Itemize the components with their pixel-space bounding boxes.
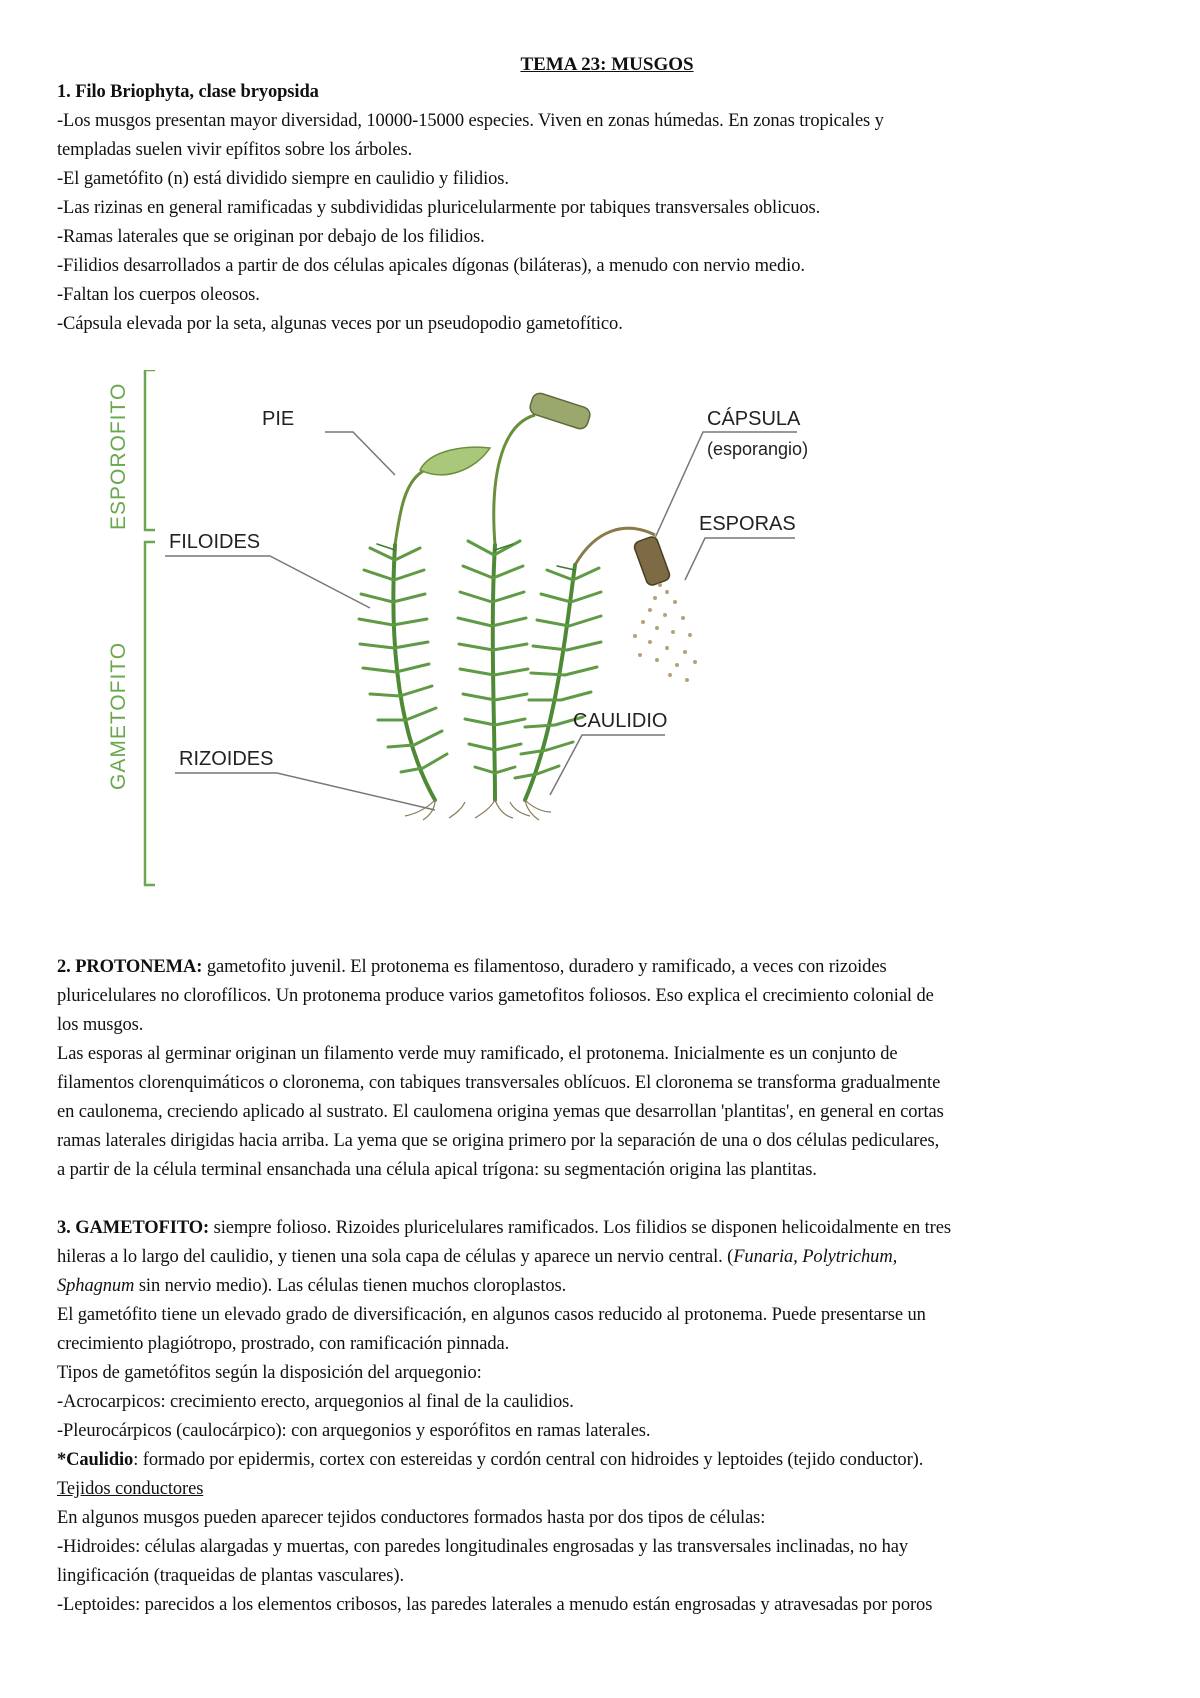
pointer-esporas xyxy=(685,538,795,580)
label-capsula: CÁPSULA xyxy=(707,408,801,430)
page-title: TEMA 23: MUSGOS xyxy=(520,54,694,75)
rhizoids xyxy=(405,800,551,820)
gametofito-label: GAMETOFITO xyxy=(107,641,130,790)
seta-middle xyxy=(494,415,535,545)
label-filoides: FILOIDES xyxy=(169,531,261,553)
text-line: lingificación (traqueidas de plantas vasculares). xyxy=(57,1566,404,1586)
tejidos-heading: Tejidos conductores xyxy=(57,1479,204,1499)
text-line: -Filidios desarrollados a partir de dos células apicales dígonas (biláteras), a menudo con nervio medio. xyxy=(57,256,805,276)
text-line: -Pleurocárpicos (caulocárpico): con arquegonios y esporófitos en ramas laterales. xyxy=(57,1421,651,1441)
text-line: -Hidroides: células alargadas y muertas, con paredes longitudinales engrosadas y las transversales inclinadas, no hay xyxy=(57,1537,909,1557)
gametophyte-plants xyxy=(359,541,601,800)
protonema-line-1: 2. PROTONEMA: gametofito juvenil. El protonema es filamentoso, duradero y ramificado, a veces con rizoides xyxy=(57,957,887,977)
text-line: filamentos clorenquimáticos o cloronema, con tabiques transversales oblícuos. El cloronema se transforma gradualmente xyxy=(57,1073,941,1093)
text-line: hileras a lo largo del caulidio, y tienen una sola capa de células y aparece un nervio central. (Funaria, Polytrichum, xyxy=(57,1247,898,1267)
section-1-heading: 1. Filo Briophyta, clase bryopsida xyxy=(57,82,319,102)
sections-2-3 xyxy=(57,953,1157,1620)
text-line: los musgos. xyxy=(57,1015,144,1035)
capsule-closed xyxy=(528,391,592,430)
label-caulidio: CAULIDIO xyxy=(573,710,668,732)
esporofito-label: ESPOROFITO xyxy=(107,382,130,530)
section-1 xyxy=(57,52,1157,339)
text-line: -El gametófito (n) está dividido siempre en caulidio y filidios. xyxy=(57,169,509,189)
text-line: -Faltan los cuerpos oleosos. xyxy=(57,285,260,305)
pointer-pie xyxy=(325,432,395,475)
text-line: ramas laterales dirigidas hacia arriba. La yema que se origina primero por la separación de una o dos células pediculares, xyxy=(57,1131,940,1151)
label-esporas: ESPORAS xyxy=(699,513,796,535)
gametofito-heading: 3. GAMETOFITO: xyxy=(57,1218,210,1238)
esporofito-bracket xyxy=(145,370,155,530)
capsule-open xyxy=(420,447,490,475)
seta-left xyxy=(395,470,425,545)
spores xyxy=(633,583,697,682)
label-pie: PIE xyxy=(262,408,295,430)
text-line: Tipos de gametófitos según la disposición del arquegonio: xyxy=(57,1363,482,1383)
pointer-rizoides xyxy=(175,773,435,810)
capsule-sporangium xyxy=(633,535,671,586)
text-line: -Ramas laterales que se originan por debajo de los filidios. xyxy=(57,227,485,247)
text-line: templadas suelen vivir epífitos sobre los árboles. xyxy=(57,140,413,160)
caulidio-heading: *Caulidio xyxy=(57,1450,134,1470)
protonema-heading: 2. PROTONEMA: xyxy=(57,957,203,977)
text-line: -Leptoides: parecidos a los elementos cribosos, las paredes laterales a menudo están engrosadas y atravesadas por poros xyxy=(57,1595,933,1615)
text-line: En algunos musgos pueden aparecer tejidos conductores formados hasta por dos tipos de células: xyxy=(57,1508,766,1528)
text-line: Las esporas al germinar originan un filamento verde muy ramificado, el protonema. Inicialmente es un conjunto de xyxy=(57,1044,898,1064)
text-line: a partir de la célula terminal ensanchada una célula apical trígona: su segmentación origina las plantitas. xyxy=(57,1160,817,1180)
text-line: -Los musgos presentan mayor diversidad, 10000-15000 especies. Viven en zonas húmedas. En zonas tropicales y xyxy=(57,111,884,131)
text-line: Sphagnum sin nervio medio). Las células tienen muchos cloroplastos. xyxy=(57,1276,567,1296)
caulidio-line: *Caulidio: formado por epidermis, cortex con estereidas y cordón central con hidroides y leptoides (tejido conductor). xyxy=(57,1450,924,1470)
text-line: en caulonema, creciendo aplicado al sustrato. El caulomena origina yemas que desarrollan 'plantitas', en general en cortas xyxy=(57,1102,944,1122)
pointer-filoides xyxy=(165,556,370,608)
text-line: -Cápsula elevada por la seta, algunas veces por un pseudopodio gametofítico. xyxy=(57,314,623,334)
text-line: crecimiento plagiótropo, prostrado, con ramificación pinnada. xyxy=(57,1334,510,1354)
text-line: -Acrocarpicos: crecimiento erecto, arquegonios al final de la caulidios. xyxy=(57,1392,574,1412)
gametofito-line-1: 3. GAMETOFITO: siempre folioso. Rizoides pluricelulares ramificados. Los filidios se disponen helicoidalmente en tres xyxy=(57,1218,951,1238)
label-esporangio: (esporangio) xyxy=(707,439,809,459)
text-line: pluricelulares no clorofílicos. Un protonema produce varios gametofitos foliosos. Eso explica el crecimiento colonial de xyxy=(57,986,934,1006)
moss-diagram xyxy=(95,370,935,900)
text-line: El gametófito tiene un elevado grado de diversificación, en algunos casos reducido al protonema. Puede presentarse un xyxy=(57,1305,926,1325)
gametofito-bracket xyxy=(145,542,155,885)
label-rizoides: RIZOIDES xyxy=(179,748,274,770)
text-line: -Las rizinas en general ramificadas y subdivididas pluricelularmente por tabiques transversales oblicuos. xyxy=(57,198,821,218)
